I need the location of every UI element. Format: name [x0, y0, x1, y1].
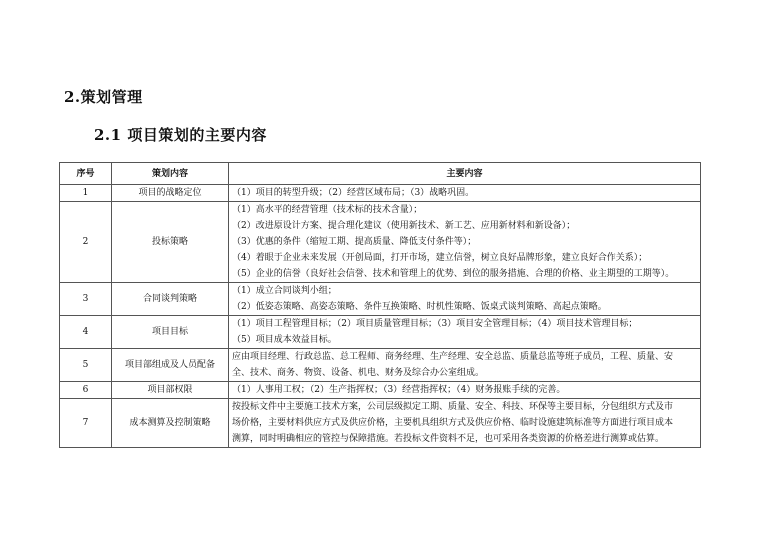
detail-line: （1）项目的转型升级；（2）经营区域布局；（3）战略巩固。 — [232, 188, 475, 198]
table-row — [60, 316, 701, 349]
detail-line: （1）项目工程管理目标；（2）项目质量管理目标；（3）项目安全管理目标；（4）项目技术管理目标； — [232, 319, 638, 329]
table-row — [60, 202, 701, 283]
row-plan-item: 投标策略 — [112, 202, 229, 283]
row-detail — [229, 283, 701, 316]
subsection-heading: 2.1 项目策划的主要内容 — [94, 126, 267, 144]
table-row — [60, 283, 701, 316]
detail-line: 按投标文件中主要施工技术方案，公司层级拟定工期、质量、安全、科技、环保等主要目标，分包组织方式及市 — [232, 402, 674, 412]
row-detail — [229, 185, 701, 202]
row-detail — [229, 382, 701, 399]
row-detail — [229, 202, 701, 283]
row-detail — [229, 316, 701, 349]
table-row — [60, 382, 701, 399]
row-no: 3 — [60, 283, 112, 316]
header-plan-content: 策划内容 — [112, 163, 229, 185]
detail-line: 测算，同时明确相应的管控与保障措施。若投标文件资料不足，也可采用各类资源的价格差进行测算或估算。 — [232, 434, 665, 444]
row-no: 4 — [60, 316, 112, 349]
detail-line: （2）改进原设计方案、提合理化建议（使用新技术、新工艺、应用新材料和新设备）； — [232, 221, 576, 231]
row-detail — [229, 399, 701, 448]
table-row — [60, 185, 701, 202]
row-plan-item: 项目部组成及人员配备 — [112, 349, 229, 382]
table-header-row — [60, 163, 701, 185]
row-no: 5 — [60, 349, 112, 382]
detail-line: 场价格，主要材料供应方式及供应价格，主要机具组织方式及供应价格、临时设施建筑标准等方面进行项目成本 — [232, 418, 674, 428]
row-plan-item: 项目目标 — [112, 316, 229, 349]
detail-line: （3）优惠的条件（缩短工期、提高质量、降低支付条件等）； — [232, 237, 477, 247]
row-no: 2 — [60, 202, 112, 283]
detail-line: 应由项目经理、行政总监、总工程师、商务经理、生产经理、安全总监、质量总监等班子成员，工程、质量、安 — [232, 352, 674, 362]
detail-line: （1）高水平的经营管理（技术标的技术含量）； — [232, 205, 423, 215]
row-plan-item: 项目的战略定位 — [112, 185, 229, 202]
detail-line: （1）人事用工权；（2）生产指挥权；（3）经营指挥权；（4）财务报账手续的完善。 — [232, 385, 566, 395]
header-main-content: 主要内容 — [229, 163, 701, 185]
row-no: 7 — [60, 399, 112, 448]
row-no: 6 — [60, 382, 112, 399]
detail-line: （5）企业的信誉（良好社会信誉、技术和管理上的优势、到位的服务措施、合理的价格、业主期望的工期等）。 — [232, 269, 675, 279]
detail-line: （2）低姿态策略、高姿态策略、条件互换策略、时机性策略、饭桌式谈判策略、高起点策略。 — [232, 302, 607, 312]
table-row — [60, 399, 701, 448]
row-plan-item: 项目部权限 — [112, 382, 229, 399]
detail-line: （5）项目成本效益目标。 — [232, 335, 337, 345]
row-detail — [229, 349, 701, 382]
detail-line: （4）着眼于企业未来发展（开创局面，打开市场，建立信誉，树立良好品牌形象，建立良好合作关系）； — [232, 253, 648, 263]
detail-line: 全、技术、商务、物资、设备、机电、财务及综合办公室组成。 — [232, 368, 485, 378]
planning-content-table — [59, 162, 701, 448]
row-plan-item: 成本测算及控制策略 — [112, 399, 229, 448]
detail-line: （1）成立合同谈判小组； — [232, 286, 337, 296]
row-plan-item: 合同谈判策略 — [112, 283, 229, 316]
section-heading: 2.策划管理 — [64, 88, 143, 106]
row-no: 1 — [60, 185, 112, 202]
header-no: 序号 — [60, 163, 112, 185]
table-row — [60, 349, 701, 382]
